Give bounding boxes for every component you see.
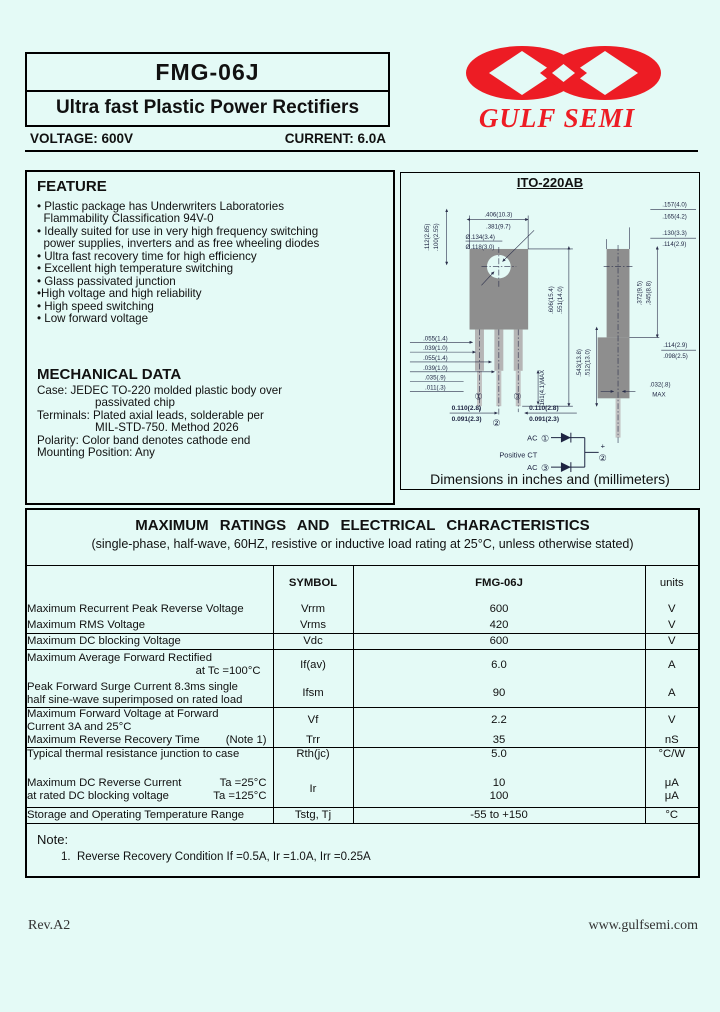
dim-label: .011(.3) [424, 384, 446, 392]
current-rating: CURRENT: 6.0A [284, 131, 386, 146]
table-row [27, 634, 698, 650]
param-condition: Ta =25°C [219, 776, 267, 789]
gulfsemi-logo [452, 42, 698, 137]
feature-title: FEATURE [37, 178, 107, 195]
param-label: half sine-wave superimposed on rated load [27, 693, 243, 706]
dim-label: .035(.9) [424, 374, 446, 382]
dim-label: 0.091(2.3) [451, 415, 482, 423]
dim-label: .551(14.0) [556, 286, 564, 314]
dim-label: 0.110(2.8) [451, 405, 482, 413]
website-link[interactable]: www.gulfsemi.com [588, 918, 698, 933]
ratings-table [27, 565, 698, 824]
side-view [598, 245, 633, 443]
dim-label: .032(.8) [649, 381, 671, 389]
mechanical-line: Case: JEDEC TO-220 molded plastic body over [37, 384, 283, 397]
circuit-plus: + [600, 441, 606, 451]
dim-label: MAX [652, 391, 666, 399]
mechanical-data-title: MECHANICAL DATA [37, 366, 182, 383]
param-label: Maximum RMS Voltage [27, 618, 273, 634]
package-outline-section [400, 172, 700, 490]
dim-label: 0.110(2.8) [529, 405, 559, 413]
circuit-positive-ct-label: Positive CT [499, 450, 538, 460]
circuit-ac-bottom-label: AC [527, 463, 538, 473]
feature-line: power supplies, inverters and as free wheeling diodes [37, 237, 320, 250]
param-label: Maximum DC Reverse Current [27, 776, 182, 789]
table-row [27, 707, 698, 734]
feature-section [25, 170, 395, 505]
unit-value: °C/W [645, 748, 698, 773]
table-row [27, 650, 698, 681]
circuit-pin3: ③ [541, 463, 550, 473]
product-family: Ultra fast Plastic Power Rectifiers [55, 96, 360, 118]
header-symbol: SYMBOL [273, 566, 353, 602]
unit-value: μA [664, 789, 679, 802]
dim-label: .055(1.4) [423, 335, 448, 343]
table-row [27, 681, 698, 708]
rating-value: 600 [353, 634, 645, 650]
rating-value: 90 [353, 681, 645, 708]
dim-label: .114(2.9) [662, 241, 687, 248]
param-label: Typical thermal resistance junction to case [27, 748, 240, 760]
unit-value: μA [664, 776, 679, 789]
feature-line: • High speed switching [37, 300, 154, 313]
part-number-box [25, 52, 390, 92]
table-row [27, 602, 698, 618]
part-number: FMG-06J [155, 58, 260, 85]
feature-line: • Plastic package has Underwriters Laboratories [37, 200, 285, 213]
dim-label: .157(4.0) [662, 201, 687, 209]
unit-value: °C [645, 808, 698, 824]
dim-label: .165(4.2) [662, 213, 687, 221]
symbol-value: Vdc [273, 634, 353, 650]
product-family-box [25, 90, 390, 127]
pin2-label: ② [492, 417, 501, 428]
unit-value: V [645, 634, 698, 650]
dim-label: Ø.134(3.4) [465, 234, 495, 242]
unit-value: nS [645, 734, 698, 748]
dim-label: .100(2.55) [432, 223, 440, 252]
ratings-title: MAXIMUM RATINGS AND ELECTRICAL CHARACTERISTICS [135, 517, 590, 534]
ratings-subtitle: (single-phase, half-wave, 60HZ, resistive or inductive load rating at 25°C, unless otherwise stated) [91, 537, 634, 551]
unit-value: V [645, 618, 698, 634]
param-label: Maximum Reverse Recovery Time [27, 733, 200, 746]
param-label: Current 3A and 25°C [27, 720, 132, 733]
rating-value: 10 [492, 776, 506, 789]
dimensions-caption: Dimensions in inches and (millimeters) [430, 471, 670, 487]
mechanical-line: Polarity: Color band denotes cathode end [37, 434, 251, 447]
table-row [27, 734, 698, 748]
dim-label: .161(4.1)MAX [539, 369, 547, 408]
dim-label: Ø.118(3.0) [465, 243, 495, 251]
feature-line: • Ultra fast recovery time for high efficiency [37, 250, 257, 263]
table-row [27, 773, 698, 808]
table-header-row [27, 566, 698, 602]
circuit-pin1: ① [541, 433, 550, 444]
param-label: Maximum Recurrent Peak Reverse Voltage [27, 603, 244, 615]
mechanical-line: Mounting Position: Any [37, 446, 155, 459]
feature-line: • Ideally suited for use in very high frequency switching [37, 225, 319, 238]
feature-line: Flammability Classification 94V-0 [37, 212, 214, 225]
voltage-current-line [25, 131, 390, 149]
dim-label: .372(9.5) [636, 281, 644, 306]
circuit-ac-top-label: AC [527, 433, 538, 443]
logo-wordmark: GULF SEMI [478, 103, 636, 133]
unit-value: V [645, 707, 698, 734]
param-condition: at Tc =100°C [195, 665, 261, 678]
dim-label: .039(1.0) [423, 345, 448, 353]
dim-label: 0.091(2.3) [529, 415, 560, 423]
rating-value: 5.0 [353, 748, 645, 773]
param-label: Maximum Average Forward Rectified [27, 652, 213, 665]
mechanical-line: passivated chip [95, 396, 175, 409]
dim-label: .098(2.5) [663, 353, 688, 361]
rating-value: -55 to +150 [353, 808, 645, 824]
dim-label: .512(13.0) [584, 349, 592, 377]
unit-value: A [645, 681, 698, 708]
param-label: Maximum Forward Voltage at Forward [27, 707, 219, 720]
mechanical-line: Terminals: Plated axial leads, solderable per [37, 409, 264, 422]
dim-label: .543(13.8) [575, 349, 583, 377]
dim-label: .130(3.3) [662, 230, 687, 238]
feature-line: • Low forward voltage [37, 312, 149, 325]
rating-value: 6.0 [353, 650, 645, 681]
dim-label: .114(2.9) [663, 342, 688, 350]
mechanical-line: MIL-STD-750. Method 2026 [95, 421, 239, 434]
dim-label: .381(9.7) [486, 223, 511, 231]
revision-label: Rev.A2 [28, 918, 71, 933]
pin1-label: ① [474, 391, 483, 402]
dim-label: .406(10.3) [484, 211, 513, 219]
logo-diamonds-icon [466, 46, 661, 100]
symbol-value: If(av) [273, 650, 353, 681]
rating-value: 420 [353, 618, 645, 634]
dim-label: .112(2.85) [423, 223, 431, 251]
rating-value: 35 [353, 734, 645, 748]
rating-value: 600 [353, 602, 645, 618]
header-param-cell [27, 566, 273, 602]
table-row [27, 808, 698, 824]
dim-label: .345(8.8) [645, 281, 653, 306]
feature-line: •High voltage and high reliability [37, 287, 202, 300]
param-label: at rated DC blocking voltage [27, 789, 169, 802]
pin3-label: ③ [513, 391, 522, 402]
symbol-value: Vf [273, 707, 353, 734]
feature-line: • Glass passivated junction [37, 275, 176, 288]
feature-line: • Excellent high temperature switching [37, 262, 234, 275]
symbol-value: Tstg, Tj [273, 808, 353, 824]
package-outline-drawing [402, 190, 698, 473]
symbol-value: Ir [273, 773, 353, 808]
param-condition: Ta =125°C [213, 789, 267, 802]
header-units: units [645, 566, 698, 602]
unit-value: A [645, 650, 698, 681]
param-label: Peak Forward Surge Current 8.3ms single [27, 680, 238, 693]
package-name: ITO-220AB [516, 175, 584, 190]
circuit-pin2: ② [598, 453, 607, 464]
symbol-value: Ifsm [273, 681, 353, 708]
voltage-rating: VOLTAGE: 600V [30, 131, 134, 146]
note-title: Note: [37, 832, 69, 847]
symbol-value: Vrms [273, 618, 353, 634]
note-reference: (Note 1) [225, 733, 267, 746]
dim-label: .055(1.4) [423, 355, 448, 362]
note-item: 1. Reverse Recovery Condition If =0.5A, Ir =1.0A, Irr =0.25A [61, 851, 371, 863]
symbol-value: Vrrm [273, 602, 353, 618]
header-part: FMG-06J [353, 566, 645, 602]
symbol-value: Rth(jc) [273, 748, 353, 773]
header-rule [25, 150, 698, 152]
unit-value: V [645, 602, 698, 618]
rating-value: 100 [489, 789, 509, 802]
symbol-value: Trr [273, 734, 353, 748]
dim-label: .039(1.0) [423, 364, 448, 372]
table-row [27, 618, 698, 634]
diode-icon [561, 433, 571, 443]
dim-label: .606(15.4) [547, 286, 555, 314]
table-row [27, 748, 698, 773]
param-label: Maximum DC blocking Voltage [27, 634, 273, 650]
polarity-circuit [499, 433, 606, 473]
rating-value: 2.2 [353, 707, 645, 734]
ratings-section [25, 508, 700, 878]
param-label: Storage and Operating Temperature Range [27, 808, 273, 824]
